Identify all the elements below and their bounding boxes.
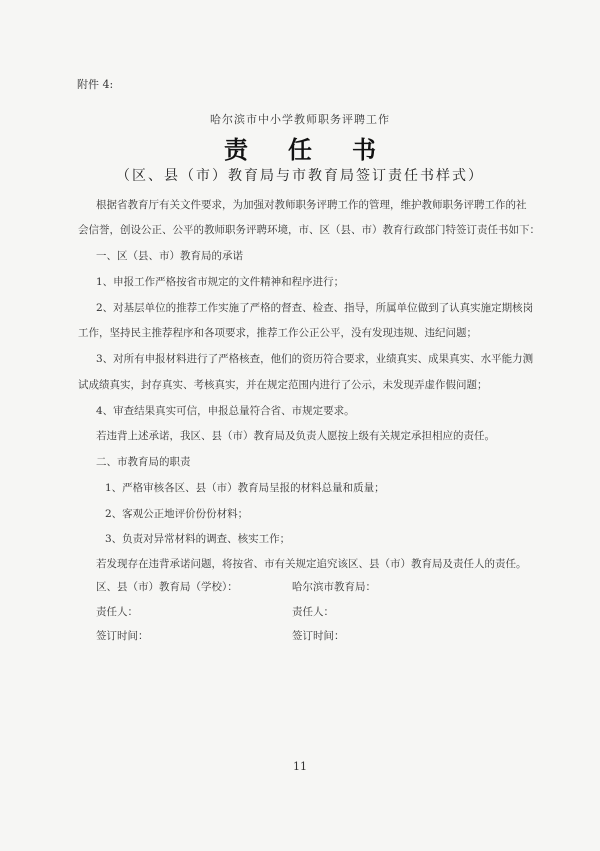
paragraph-line: 若发现存在违背承诺问题，将按省、市有关规定追究该区、县（市）教育局及责任人的责任。 [96, 558, 527, 570]
paragraph-line: 2、对基层单位的推荐工作实施了严格的督查、检查、指导，所属单位做到了认真实施定期核岗 [96, 302, 534, 314]
attachment-label: 附件 4: [77, 78, 114, 91]
signature-left-date: 签订时间： [96, 630, 149, 642]
paragraph-line: 会信誉，创设公正、公平的教师职务评聘环境，市、区（县、市）教育行政部门特签订责任书如下： [78, 224, 540, 236]
paragraph-line: 1、申报工作严格按省市规定的文件精神和程序进行； [96, 276, 345, 288]
signature-right-person: 责任人： [292, 606, 334, 618]
paragraph-line: 试成绩真实，封存真实、考核真实，并在规定范围内进行了公示，未发现弄虚作假问题； [78, 379, 488, 391]
document-title-note: （区、县（市）教育局与市教育局签订责任书样式） [116, 168, 484, 184]
document-title: 责任书 [224, 135, 416, 164]
paragraph-line: 若违背上述承诺，我区、县（市）教育局及负责人愿按上级有关规定承担相应的责任。 [96, 430, 495, 442]
paragraph-line: 工作，坚持民主推荐程序和各项要求，推荐工作公正公平，没有发现违规、违纪问题； [78, 327, 477, 339]
signature-right-date: 签订时间： [292, 630, 345, 642]
signature-left-person: 责任人： [96, 606, 138, 618]
section-heading: 一、区（县、市）教育局的承诺 [96, 250, 243, 262]
paragraph-line: 3、对所有申报材料进行了严格核查，他们的资历符合要求，业绩真实、成果真实、水平能力测 [96, 353, 534, 365]
page-number: 11 [293, 760, 307, 773]
paragraph-line: 2、客观公正地评价份份材料； [105, 508, 249, 520]
signature-right-org: 哈尔滨市教育局： [292, 581, 376, 593]
paragraph-line: 1、严格审核各区、县（市）教育局呈报的材料总量和质量； [105, 482, 385, 494]
section-heading: 二、市教育局的职责 [96, 456, 191, 468]
paragraph-line: 3、负责对异常材料的调查、核实工作； [105, 533, 291, 545]
paragraph-line: 4、审查结果真实可信，申报总量符合省、市规定要求。 [96, 405, 355, 417]
signature-left-org: 区、县（市）教育局（学校）： [96, 581, 238, 593]
document-subtitle: 哈尔滨市中小学教师职务评聘工作 [210, 113, 390, 126]
paragraph-line: 根据省教育厅有关文件要求，为加强对教师职务评聘工作的管理，维护教师职务评聘工作的社 [96, 199, 527, 211]
